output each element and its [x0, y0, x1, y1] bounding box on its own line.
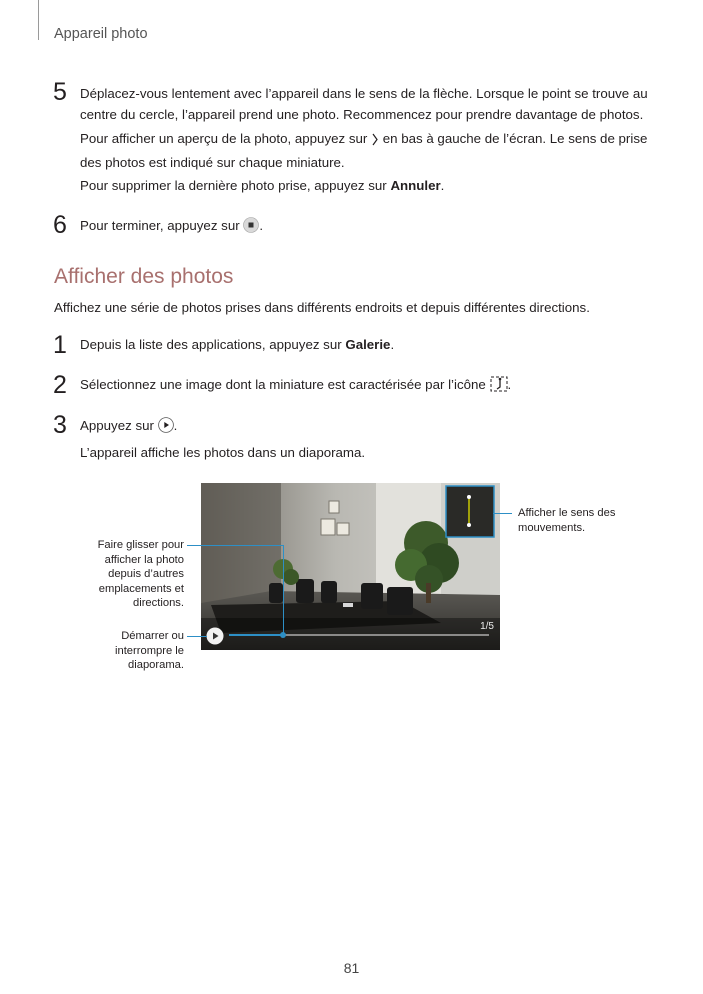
preview-text-a: Pour afficher un aperçu de la photo, appuyez sur: [80, 131, 368, 146]
step-3-subtext: L’appareil affiche les photos dans un diaporama.: [80, 445, 366, 460]
delete-text: Pour supprimer la dernière photo prise, appuyez sur: [80, 178, 387, 193]
annot-direction: Afficher le sens des mouvements.: [518, 507, 616, 534]
step-6-text: Pour terminer, appuyez sur .: [80, 215, 263, 239]
step-5-delete-paragraph: Pour supprimer la dernière photo prise, appuyez sur Annuler.: [80, 178, 445, 193]
step-number-3: 3: [53, 411, 67, 439]
preview-text-b: en bas à gauche de l’écran. Le sens de prise: [382, 131, 648, 146]
stop-icon: [243, 217, 259, 239]
step-number-6: 6: [53, 211, 67, 239]
callout-line-play: [187, 636, 207, 637]
galerie-label: Galerie: [345, 337, 391, 352]
callout-line-drag-h: [187, 545, 283, 546]
step-2-text: Sélectionnez une image dont la miniature est caractérisée par l’icône .: [80, 374, 511, 398]
section-intro: Affichez une série de photos prises dans différents endroits et depuis différentes directions.: [54, 300, 590, 315]
header-title: Appareil photo: [54, 26, 148, 42]
annot-drag: Faire glisser pour afficher la photo depuis d’autres emplacements et directions.: [97, 539, 184, 609]
annuler-label: Annuler: [390, 178, 441, 193]
step-5-text: [80, 83, 648, 125]
motion-photo-icon: [490, 376, 508, 398]
annot-play: Démarrer ou interrompre le diaporama.: [114, 630, 184, 671]
step-number-5: 5: [53, 78, 67, 106]
step-5-line-2: centre du cercle, l’appareil prend une photo. Recommencez pour prendre davantage de photos.: [80, 107, 644, 122]
callout-line-direction: [493, 513, 512, 514]
step-number-2: 2: [53, 371, 67, 399]
chevron-right-icon: [371, 131, 379, 152]
callout-line-drag-v: [283, 545, 284, 636]
play-icon: [158, 417, 174, 439]
step-3-text: Appuyez sur .: [80, 415, 177, 439]
slideshow-play-button[interactable]: [206, 627, 224, 650]
conference-room-image: [201, 483, 500, 650]
preview-text-line-2: des photos est indiqué sur chaque miniature.: [80, 155, 345, 170]
section-title: Afficher des photos: [54, 265, 234, 288]
step-1-text: Depuis la liste des applications, appuyez sur Galerie.: [80, 337, 395, 352]
step-5-line-1: Déplacez-vous lentement avec l’appareil dans le sens de la flèche. Lorsque le point se trouve au: [80, 86, 648, 101]
page-number: 81: [343, 960, 360, 976]
step-number-1: 1: [53, 331, 67, 359]
photo-counter: 1/5: [480, 621, 494, 632]
step-5-preview-paragraph: [80, 128, 647, 173]
slideshow-photo[interactable]: [201, 483, 500, 650]
header-rule: [38, 0, 39, 40]
